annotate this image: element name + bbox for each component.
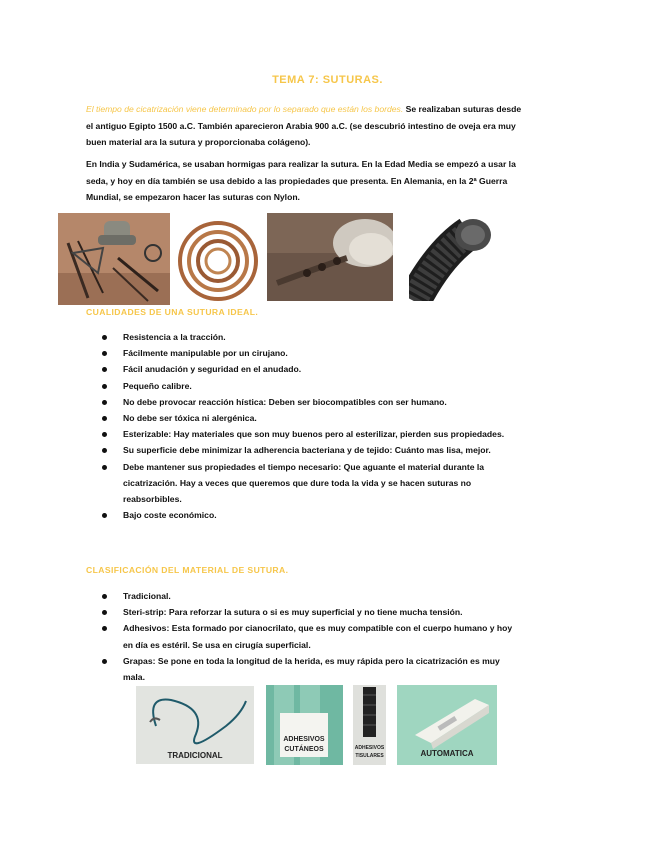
caption-traditional: TRADICIONAL — [167, 751, 223, 760]
paragraph-materials: En India y Sudamérica, se usaban hormigas para realizar la sutura. En la Edad Media se empezó a usar la seda, y hoy en día también se usa debido a las propiedades que presenta. En Alemania, en la 2ª Guerra Mundial, se empezaron hacer las suturas con Nylon. — [86, 159, 516, 202]
list-item: Bajo coste económico. — [100, 507, 520, 523]
list-item: Fácilmente manipulable por un cirujano. — [100, 345, 520, 361]
paragraph-history — [86, 101, 526, 151]
page-title: TEMA 7: SUTURAS. — [272, 74, 383, 86]
qualities-list — [100, 329, 520, 523]
list-item: Fácil anudación y seguridad en el anudado. — [100, 361, 520, 377]
list-item: Pequeño calibre. — [100, 378, 520, 394]
list-item: Debe mantener sus propiedades el tiempo necesario: Que aguante el material durante la cicatrización. Hay a veces que queremos que dure toda la vida y se hacen suturas no reabsorbibles. — [100, 459, 520, 508]
section-heading-qualities: CUALIDADES DE UNA SUTURA IDEAL. — [86, 307, 259, 317]
paragraph-intro: El tiempo de cicatrización viene determinado por lo separado que están los bordes. — [86, 104, 404, 114]
list-item: Esterizable: Hay materiales que son muy buenos pero al esterilizar, pierden sus propiedades. — [100, 426, 520, 442]
list-item: Steri-strip: Para reforzar la sutura o si es muy superficial y no tiene mucha tensión. — [100, 604, 520, 620]
nylon-braid-photo — [409, 213, 499, 301]
ant-suture-photo — [267, 213, 393, 301]
list-item: Adhesivos: Esta formado por cianocrilato, que es muy compatible con el cuerpo humano y hoy en día es estéril. Se usa en cirugía superficial. — [100, 620, 520, 652]
paragraph-text: Se realizaban suturas desde el antiguo Egipto 1500 a.C. También aparecieron Arabia 900 a.C. (se descubrió intestino de oveja era muy buen material ara la sutura y proporcionaba colágeno). — [86, 104, 522, 147]
list-item: Grapas: Se pone en toda la longitud de la herida, es muy rápida pero la cicatrización es muy mala. — [100, 653, 520, 685]
section-heading-classification: CLASIFICACIÓN DEL MATERIAL DE SUTURA. — [86, 565, 289, 575]
list-item: Tradicional. — [100, 588, 520, 604]
list-item: Resistencia a la tracción. — [100, 329, 520, 345]
list-item: No debe ser tóxica ni alergénica. — [100, 410, 520, 426]
catgut-rings-photo — [176, 213, 260, 305]
ancient-instruments-photo — [58, 213, 170, 305]
list-item: No debe provocar reacción hística: Deben ser biocompatibles con ser humano. — [100, 394, 520, 410]
caption-automatic: AUTOMATICA — [420, 749, 474, 758]
caption-adhesive-cutaneous: ADHESIVOS CUTÁNEOS — [283, 736, 325, 753]
classification-list — [100, 588, 520, 685]
list-item: Su superficie debe minimizar la adherencia bacteriana y de tejido: Cuánto mas lisa, mejor. — [100, 442, 520, 458]
caption-adhesive-tissue: ADHESIVOS TISULARES — [354, 745, 385, 759]
